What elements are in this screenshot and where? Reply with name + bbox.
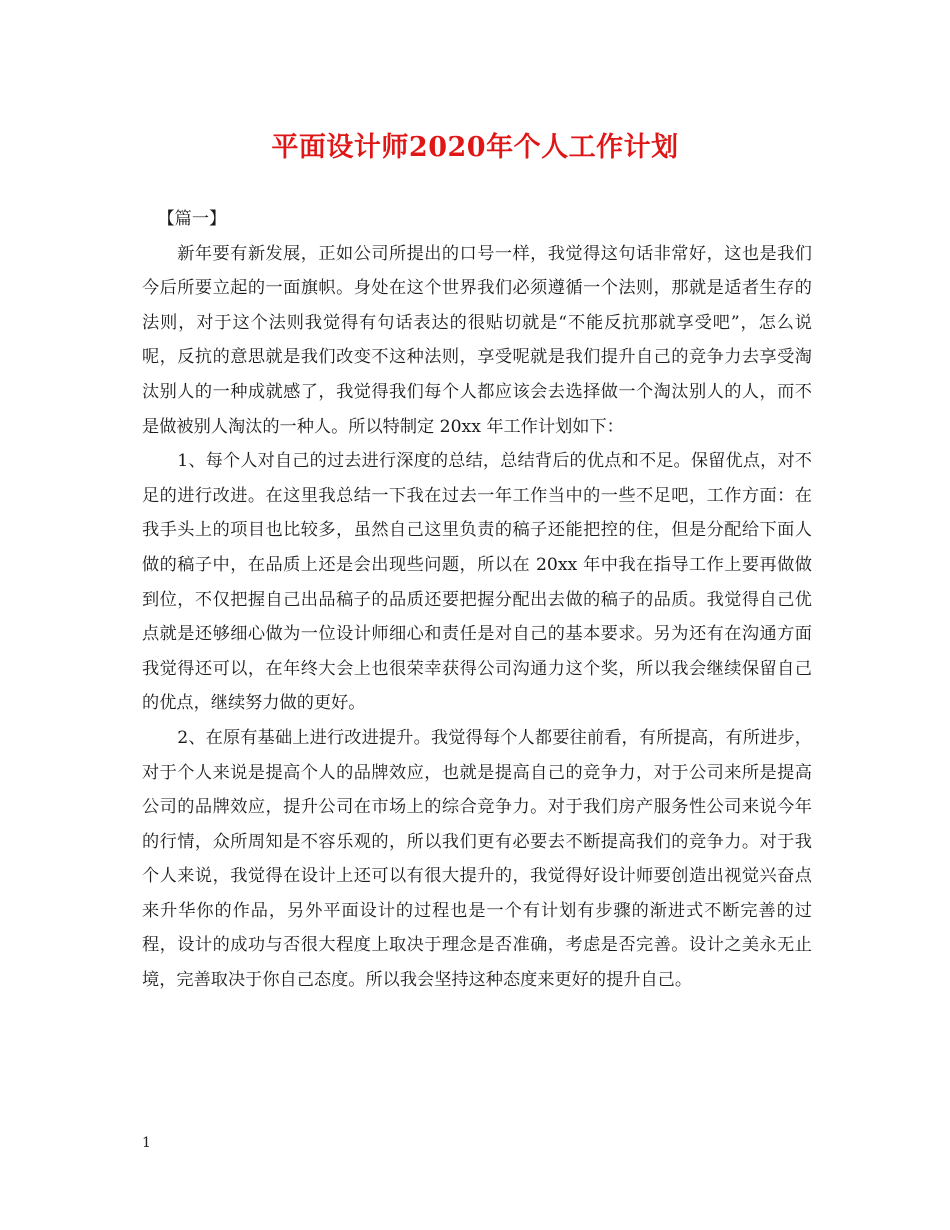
paragraph-point-2: 2、在原有基础上进行改进提升。我觉得每个人都要往前看，有所提高，有所进步，对于个人来说是提高个人的品牌效应，也就是提高自己的竞争力，对于公司来所是提高公司的品牌效应，提升公司在市场上的综合竞争力。对于我们房产服务性公司来说今年的行情，众所周知是不容乐观的，所以我们更有必要去不断提高我们的竞争力。对于我个人来说，我觉得在设计上还可以有很大提升的，我觉得好设计师要创造出视觉兴奋点来升华你的作品，另外平面设计的过程也是一个有计划有步骤的渐进式不断完善的过程，设计的成功与否很大程度上取决于理念是否准确，考虑是否完善。设计之美永无止境，完善取决于你自己态度。所以我会坚持这种态度来更好的提升自己。 <box>142 727 812 991</box>
page-number: 1 <box>142 1135 151 1151</box>
paragraph-intro: 新年要有新发展，正如公司所提出的口号一样，我觉得这句话非常好，这也是我们今后所要立起的一面旗帜。身处在这个世界我们必须遵循一个法则，那就是适者生存的法则，对于这个法则我觉得有句话表达的很贴切就是“不能反抗那就享受吧”，怎么说呢，反抗的意思就是我们改变不这种法则，享受呢就是我们提升自己的竞争力去享受淘汰别人的一种成就感了，我觉得我们每个人都应该会去选择做一个淘汰别人的人，而不是做被别人淘汰的一种人。所以特制定 20xx 年工作计划如下： <box>142 243 812 437</box>
document-title: 平面设计师2020年个人工作计划 <box>271 132 679 163</box>
document-body <box>142 202 812 998</box>
section-heading: 【篇一】 <box>157 209 227 229</box>
paragraph-point-1: 1、每个人对自己的过去进行深度的总结，总结背后的优点和不足。保留优点，对不足的进行改进。在这里我总结一下我在过去一年工作当中的一些不足吧，工作方面：在我手头上的项目也比较多，虽然自己这里负责的稿子还能把控的住，但是分配给下面人做的稿子中，在品质上还是会出现些问题，所以在 20xx 年中我在指导工作上要再做做到位，不仅把握自己出品稿子的品质还要把握分配出去做的稿子的品质。我觉得自己优点就是还够细心做为一位设计师细心和责任是对自己的基本要求。另为还有在沟通方面我觉得还可以，在年终大会上也很荣幸获得公司沟通力这个奖，所以我会继续保留自己的优点，继续努力做的更好。 <box>142 451 812 714</box>
